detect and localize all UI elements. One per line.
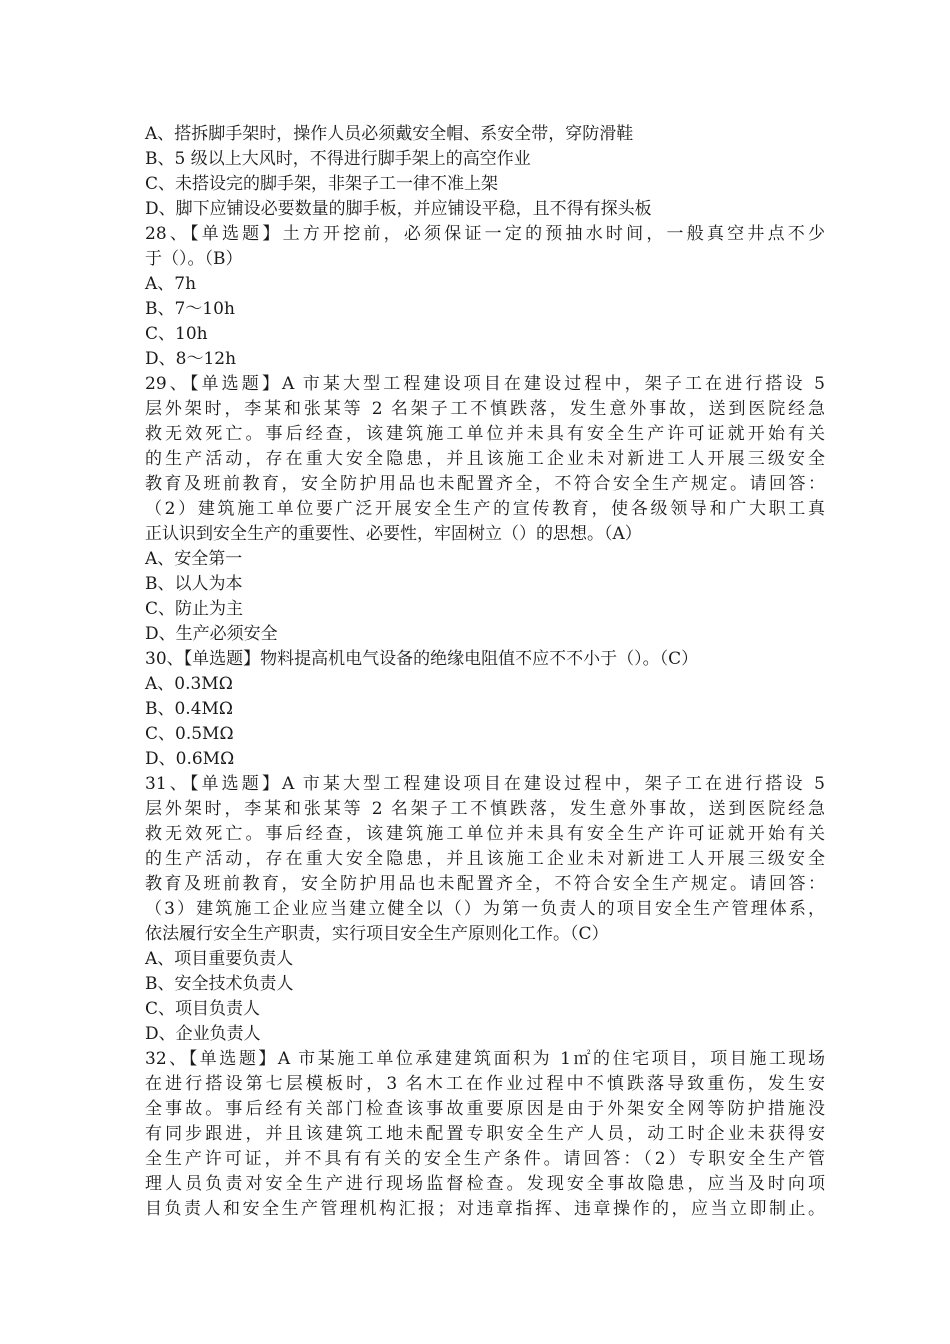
text-line: A、7h <box>145 274 197 294</box>
text-line: 救无效死亡。事后经查，该建筑施工单位并未具有安全生产许可证就开始有关 <box>145 824 825 844</box>
text-line: 教育及班前教育，安全防护用品也未配置齐全，不符合安全生产规定。请回答： <box>145 474 825 494</box>
text-line: C、10h <box>145 324 208 344</box>
text-line: C、0.5MΩ <box>145 724 234 744</box>
text-line: 32、【单选题】A 市某施工单位承建建筑面积为 1㎡的住宅项目，项目施工现场 <box>145 1049 825 1069</box>
text-line: D、企业负责人 <box>145 1024 261 1044</box>
text-line: B、5 级以上大风时，不得进行脚手架上的高空作业 <box>145 149 531 169</box>
text-line: 理人员负责对安全生产进行现场监督检查。发现安全事故隐患，应当及时向项 <box>145 1174 825 1194</box>
text-line: 正认识到安全生产的重要性、必要性，牢固树立（）的思想。（A） <box>145 524 642 544</box>
text-line: 30、【单选题】物料提高机电气设备的绝缘电阻值不应不不小于（）。（C） <box>145 649 699 669</box>
text-line: A、安全第一 <box>145 549 243 569</box>
text-line: 的生产活动，存在重大安全隐患，并且该施工企业未对新进工人开展三级安全 <box>145 849 825 869</box>
text-line: B、0.4MΩ <box>145 699 234 719</box>
text-line: （2）建筑施工单位要广泛开展安全生产的宣传教育，使各级领导和广大职工真 <box>145 499 825 519</box>
text-line: 全事故。事后经有关部门检查该事故重要原因是由于外架安全网等防护措施没 <box>145 1099 825 1119</box>
text-line: 于（）。（B） <box>145 249 243 269</box>
text-line: 层外架时，李某和张某等 2 名架子工不慎跌落，发生意外事故，送到医院经急 <box>145 799 825 819</box>
text-line: C、防止为主 <box>145 599 244 619</box>
text-line: 依法履行安全生产职责，实行项目安全生产原则化工作。（C） <box>145 924 609 944</box>
text-line: D、0.6MΩ <box>145 749 235 769</box>
document-page <box>145 122 825 1222</box>
text-line: D、8～12h <box>145 349 237 369</box>
text-line: 28、【单选题】土方开挖前，必须保证一定的预抽水时间，一般真空井点不少 <box>145 224 825 244</box>
text-line: 的生产活动，存在重大安全隐患，并且该施工企业未对新进工人开展三级安全 <box>145 449 825 469</box>
text-line: D、生产必须安全 <box>145 624 278 644</box>
text-line: （3）建筑施工企业应当建立健全以（）为第一负责人的项目安全生产管理体系， <box>145 899 825 919</box>
text-line: 有同步跟进，并且该建筑工地未配置专职安全生产人员，动工时企业未获得安 <box>145 1124 825 1144</box>
text-line: 救无效死亡。事后经查，该建筑施工单位并未具有安全生产许可证就开始有关 <box>145 424 825 444</box>
text-line: D、脚下应铺设必要数量的脚手板，并应铺设平稳，且不得有探头板 <box>145 199 652 219</box>
text-line: 29、【单选题】A 市某大型工程建设项目在建设过程中，架子工在进行搭设 5 <box>145 374 825 394</box>
text-line: 层外架时，李某和张某等 2 名架子工不慎跌落，发生意外事故，送到医院经急 <box>145 399 825 419</box>
text-line: 31、【单选题】A 市某大型工程建设项目在建设过程中，架子工在进行搭设 5 <box>145 774 825 794</box>
text-line: 在进行搭设第七层模板时，3 名木工在作业过程中不慎跌落导致重伤，发生安 <box>145 1074 825 1094</box>
text-line: A、项目重要负责人 <box>145 949 294 969</box>
text-line: A、0.3MΩ <box>145 674 233 694</box>
text-line: A、搭拆脚手架时，操作人员必须戴安全帽、系安全带，穿防滑鞋 <box>145 124 634 144</box>
text-line: B、安全技术负责人 <box>145 974 294 994</box>
text-line: C、项目负责人 <box>145 999 261 1019</box>
text-line: 全生产许可证，并不具有有关的安全生产条件。请回答：（2）专职安全生产管 <box>145 1149 825 1169</box>
text-line: B、以人为本 <box>145 574 243 594</box>
text-line: B、7～10h <box>145 299 235 319</box>
text-line: 目负责人和安全生产管理机构汇报；对违章指挥、违章操作的，应当立即制止。 <box>145 1199 825 1219</box>
text-line: C、未搭设完的脚手架，非架子工一律不准上架 <box>145 174 499 194</box>
text-line: 教育及班前教育，安全防护用品也未配置齐全，不符合安全生产规定。请回答： <box>145 874 825 894</box>
